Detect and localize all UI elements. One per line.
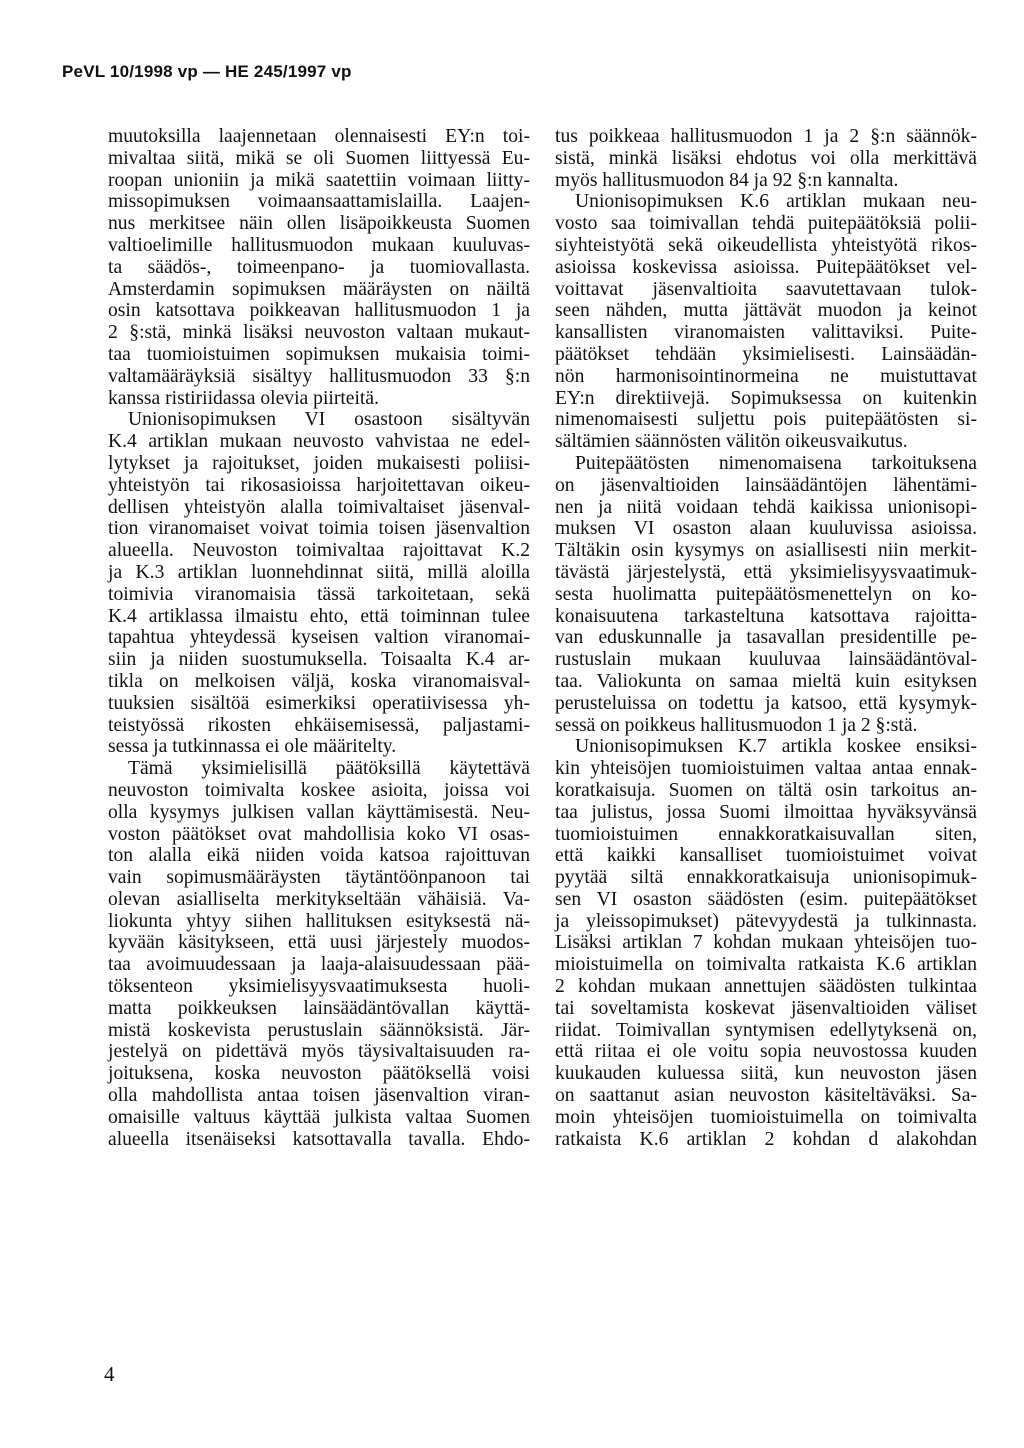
text-line: mistä koskevista perustuslain säännöksistä. Jär-: [108, 1019, 530, 1041]
text-line: 2 kohdan mukaan annettujen säädösten tulkintaa: [555, 976, 977, 998]
paragraph: [108, 758, 530, 1150]
text-line: osin katsottava poikkeavan hallitusmuodon 1 ja: [108, 300, 530, 322]
text-line: rustuslain mukaan kuuluvaa lainsäädäntöval-: [555, 649, 977, 671]
text-line: myös hallitusmuodon 84 ja 92 §:n kannalta.: [555, 169, 899, 191]
text-line: asioissa koskevissa asioissa. Puitepäätökset vel-: [555, 256, 977, 278]
page-header: PeVL 10/1998 vp — HE 245/1997 vp: [62, 62, 352, 81]
paragraph: [555, 126, 977, 191]
text-line: Unionisopimuksen K.7 artikla koskee ensiksi-: [575, 736, 977, 758]
text-line: ja K.3 artiklan luonnehdinnat siitä, millä aloilla: [108, 561, 530, 583]
text-line: sistä, minkä lisäksi ehdotus voi olla merkittävä: [555, 147, 977, 169]
text-line: Unionisopimuksen K.6 artiklan mukaan neu-: [575, 191, 977, 213]
text-line: sessa ja tutkinnassa ei ole määritelty.: [108, 736, 397, 758]
text-line: olla mahdollista antaa toisen jäsenvaltion viran-: [108, 1085, 530, 1107]
text-line: sessä on poikkeus hallitusmuodon 1 ja 2 §:stä.: [555, 714, 918, 736]
page-number: 4: [104, 1362, 115, 1386]
text-line: konaisuutena tarkasteltuna katsottava rajoitta-: [555, 605, 977, 627]
text-line: jestelyä on pidettävä myös täysivaltaisuuden ra-: [108, 1041, 530, 1063]
text-line: kanssa ristiriidassa olevia piirteitä.: [108, 387, 379, 409]
text-line: tävästä järjestelystä, että yksimielisyysvaatimuk-: [555, 561, 977, 583]
text-line: että riitaa ei ole voitu sopia neuvostossa kuuden: [555, 1041, 977, 1063]
text-line: Tämä yksimielisillä päätöksillä käytettävä: [128, 758, 530, 780]
text-line: tion viranomaiset voivat toimia toisen jäsenvaltion: [108, 518, 530, 540]
paragraph: [555, 191, 977, 453]
text-line: pyytää siltä ennakkoratkaisuja unionisopimuk-: [555, 867, 977, 889]
text-line: on saattanut asian neuvoston käsiteltäväksi. Sa-: [555, 1085, 977, 1107]
text-line: päätökset tehdään yksimielisesti. Lainsäädän-: [555, 343, 977, 365]
text-line: tai soveltamista koskevat jäsenvaltioiden väliset: [555, 997, 977, 1019]
text-line: teistyössä rikosten ehkäisemisessä, paljastami-: [108, 714, 530, 736]
text-line: omaisille valtuus käyttää julkista valtaa Suomen: [108, 1106, 530, 1128]
text-line: Unionisopimuksen VI osastoon sisältyvän: [128, 409, 530, 431]
text-line: Amsterdamin sopimuksen määräysten on näiltä: [108, 278, 530, 300]
text-line: tuuksien sisältöä esimerkiksi operatiivisessa yh-: [108, 692, 530, 714]
text-line: nen ja niitä voidaan tehdä kaikissa unionisopi-: [555, 496, 977, 518]
text-line: valtamääräyksiä sisältyy hallitusmuodon 33 §:n: [108, 365, 530, 387]
text-line: taa avoimuudessaan ja laaja-alaisuudessaan pää-: [108, 954, 530, 976]
text-line: alueella itsenäiseksi katsottavalla tavalla. Ehdo-: [108, 1128, 530, 1150]
text-line: töksenteon yksimielisyysvaatimuksesta huoli-: [108, 976, 530, 998]
text-line: kansallisten viranomaisten valittaviksi. Puite-: [555, 322, 977, 344]
text-line: ratkaista K.6 artiklan 2 kohdan d alakohdan: [555, 1128, 977, 1150]
text-line: toimivia viranomaisia tässä tarkoitetaan, sekä: [108, 583, 530, 605]
text-line: sesta huolimatta puitepäätösmenettelyn on ko-: [555, 583, 977, 605]
text-line: on jäsenvaltioiden lainsäädäntöjen lähentämi-: [555, 474, 977, 496]
text-line: perusteluissa on todettu ja katsoo, että kysymyk-: [555, 692, 977, 714]
text-line: kyvään käsitykseen, että uusi järjestely muodos-: [108, 932, 530, 954]
text-line: muksen VI osaston alaan kuuluvissa asioissa.: [555, 518, 977, 540]
text-line: EY:n direktiivejä. Sopimuksessa on kuitenkin: [555, 387, 977, 409]
text-line: siin ja niiden suostumuksella. Toisaalta K.4 ar-: [108, 649, 530, 671]
text-line: vain sopimusmääräysten täytäntöönpanoon tai: [108, 867, 530, 889]
text-line: siyhteistyötä sekä oikeudellista yhteistyötä rikos-: [555, 234, 977, 256]
text-line: taa tuomioistuimen sopimuksen mukaisia toimi-: [108, 343, 530, 365]
text-line: mivaltaa siitä, mikä se oli Suomen liittyessä Eu-: [108, 147, 530, 169]
paragraph: [555, 453, 977, 736]
text-line: sen VI osaston säädösten (esim. puitepäätökset: [555, 888, 977, 910]
text-line: Lisäksi artiklan 7 kohdan mukaan yhteisöjen tuo-: [555, 932, 977, 954]
text-line: voston päätökset ovat mahdollisia koko VI osas-: [108, 823, 530, 845]
text-line: tikla on melkoisen väljä, koska viranomaisval-: [108, 670, 530, 692]
text-line: seen nähden, mutta jättävät muodon ja keinot: [555, 300, 977, 322]
text-line: mioistuimella on toimivalta ratkaista K.6 artiklan: [555, 954, 977, 976]
right-text-column: [555, 126, 977, 1150]
text-line: kuukauden kuluessa siitä, kun neuvoston jäsen: [555, 1063, 977, 1085]
paragraph: [108, 126, 530, 409]
text-line: nimenomaisesti suljettu pois puitepäätösten si-: [555, 409, 977, 431]
text-line: nus merkitsee näin ollen lisäpoikkeusta Suomen: [108, 213, 530, 235]
text-line: joituksena, koska neuvoston päätöksellä voisi: [108, 1063, 530, 1085]
paragraph: [555, 736, 977, 1150]
text-line: neuvoston toimivalta koskee asioita, joissa voi: [108, 779, 530, 801]
text-line: sältämien säännösten välitön oikeusvaikutus.: [555, 431, 908, 453]
paragraph: [108, 409, 530, 758]
text-line: valtioelimille hallitusmuodon mukaan kuuluvas-: [108, 234, 530, 256]
text-line: koratkaisuja. Suomen on tältä osin tarkoitus an-: [555, 779, 977, 801]
text-line: Puitepäätösten nimenomaisena tarkoituksena: [575, 452, 977, 474]
left-text-column: [108, 126, 530, 1150]
text-line: kin yhteisöjen tuomioistuimen valtaa antaa ennak-: [555, 758, 977, 780]
text-line: ta säädös-, toimeenpano- ja tuomiovallasta.: [108, 256, 530, 278]
text-line: ton alalla eikä niiden voida katsoa rajoittuvan: [108, 845, 530, 867]
text-line: olla kysymys julkisen vallan käyttämisestä. Neu-: [108, 801, 530, 823]
text-line: matta poikkeuksen lainsäädäntövallan käyttä-: [108, 997, 530, 1019]
text-line: liokunta yhtyy siihen hallituksen esityksestä nä-: [108, 910, 530, 932]
text-line: alueella. Neuvoston toimivaltaa rajoittavat K.2: [108, 540, 530, 562]
text-line: olevan asialliselta merkitykseltään vähäisiä. Va-: [108, 888, 530, 910]
text-line: taa julistus, jossa Suomi ilmoittaa hyväksyvänsä: [555, 801, 977, 823]
text-line: voittavat jäsenvaltioita saavutettavaan tulok-: [555, 278, 977, 300]
text-line: dellisen yhteistyön alalla toimivaltaiset jäsenval-: [108, 496, 530, 518]
text-line: lytykset ja rajoitukset, joiden mukaisesti poliisi-: [108, 452, 530, 474]
text-line: yhteistyön tai rikosasioissa harjoitettavan oikeu-: [108, 474, 530, 496]
text-line: Tältäkin osin kysymys on asiallisesti niin merkit-: [555, 540, 977, 562]
text-line: tuomioistuimen ennakkoratkaisuvallan siten,: [555, 823, 977, 845]
text-line: moin yhteisöjen tuomioistuimella on toimivalta: [555, 1106, 977, 1128]
text-line: K.4 artiklassa ilmaistu ehto, että toiminnan tulee: [108, 605, 530, 627]
text-line: vosto saa toimivallan tehdä puitepäätöksiä polii-: [555, 213, 977, 235]
text-line: missopimuksen voimaansaattamislailla. Laajen-: [108, 191, 530, 213]
text-line: van eduskunnalle ja tasavallan presidentille pe-: [555, 627, 977, 649]
text-line: muutoksilla laajennetaan olennaisesti EY:n toi-: [108, 126, 530, 147]
text-line: taa. Valiokunta on samaa mieltä kuin esityksen: [555, 670, 977, 692]
text-line: nön harmonisointinormeina ne muistuttavat: [555, 365, 977, 387]
text-line: että kaikki kansalliset tuomioistuimet voivat: [555, 845, 977, 867]
text-line: ja yleissopimukset) pätevyydestä ja tulkinnasta.: [555, 910, 977, 932]
text-line: riidat. Toimivallan syntymisen edellytyksenä on,: [555, 1019, 977, 1041]
text-line: K.4 artiklan mukaan neuvosto vahvistaa ne edel-: [108, 431, 530, 453]
text-line: tapahtua yhteydessä kyseisen valtion viranomai-: [108, 627, 530, 649]
text-line: tus poikkeaa hallitusmuodon 1 ja 2 §:n säännök-: [555, 126, 977, 147]
text-line: 2 §:stä, minkä lisäksi neuvoston valtaan mukaut-: [108, 322, 530, 344]
text-line: roopan unioniin ja mikä saatettiin voimaan liitty-: [108, 169, 530, 191]
